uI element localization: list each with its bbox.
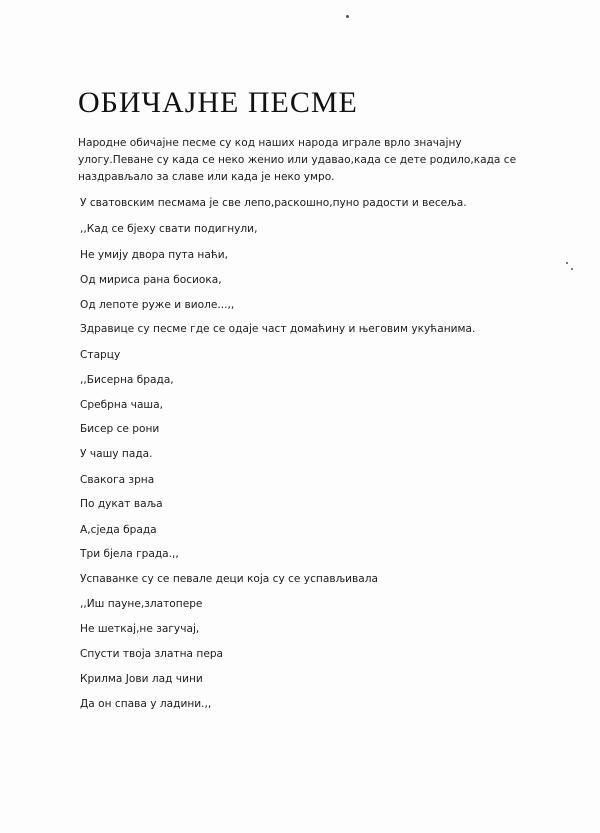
- verse-line: Не шеткај,не загучај,: [80, 623, 200, 635]
- verse-line: Три бјела града.,,: [80, 548, 179, 560]
- verse-line: У чашу пада.: [80, 448, 153, 460]
- verse-line: Од мириса рана босиока,: [80, 274, 222, 286]
- text-line: У сватовским песмама је све лепо,раскошно,пуно радости и весеља.: [80, 197, 467, 209]
- verse-line: Сребрна чаша,: [80, 399, 163, 411]
- verse-line: ,,Иш пауне,златопере: [80, 598, 203, 610]
- verse-line: Крилма Јови лад чини: [80, 673, 203, 685]
- verse-line: Спусти твоја златна пера: [80, 648, 224, 660]
- verse-line: Не умију двора пута наћи,: [80, 249, 229, 261]
- scan-speck: [571, 268, 573, 270]
- text-line: Старцу: [80, 349, 121, 361]
- scan-speck: [346, 15, 349, 18]
- scan-speck: [566, 262, 568, 264]
- text-line: Успаванке су се певале деци која су се успављивала: [80, 573, 379, 585]
- verse-line: Бисер се рони: [80, 423, 160, 435]
- text-line: Здравице су песме где се одаје част домаћину и његовим укућанима.: [80, 323, 476, 335]
- intro-paragraph: Народне обичајне песме су код наших народа играле врло значајну улогу.Певане су када се неко женио или удавао,када се дете родило,када се наздрављало за славе или када је неко умро.: [78, 137, 517, 183]
- verse-line: Од лепоте руже и виоле...,,: [80, 299, 235, 311]
- document-title: ОБИЧАЈНЕ ПЕСМЕ: [78, 86, 358, 119]
- verse-line: Да он спава у ладини.,,: [80, 698, 212, 710]
- verse-line: А,сједа брада: [80, 524, 157, 536]
- verse-line: Свакога зрна: [80, 474, 155, 486]
- verse-line: По дукат ваља: [80, 498, 163, 510]
- verse-line: ,,Бисерна брада,: [80, 374, 174, 386]
- verse-line: ,,Кад се бјеху свати подигнули,: [80, 223, 258, 235]
